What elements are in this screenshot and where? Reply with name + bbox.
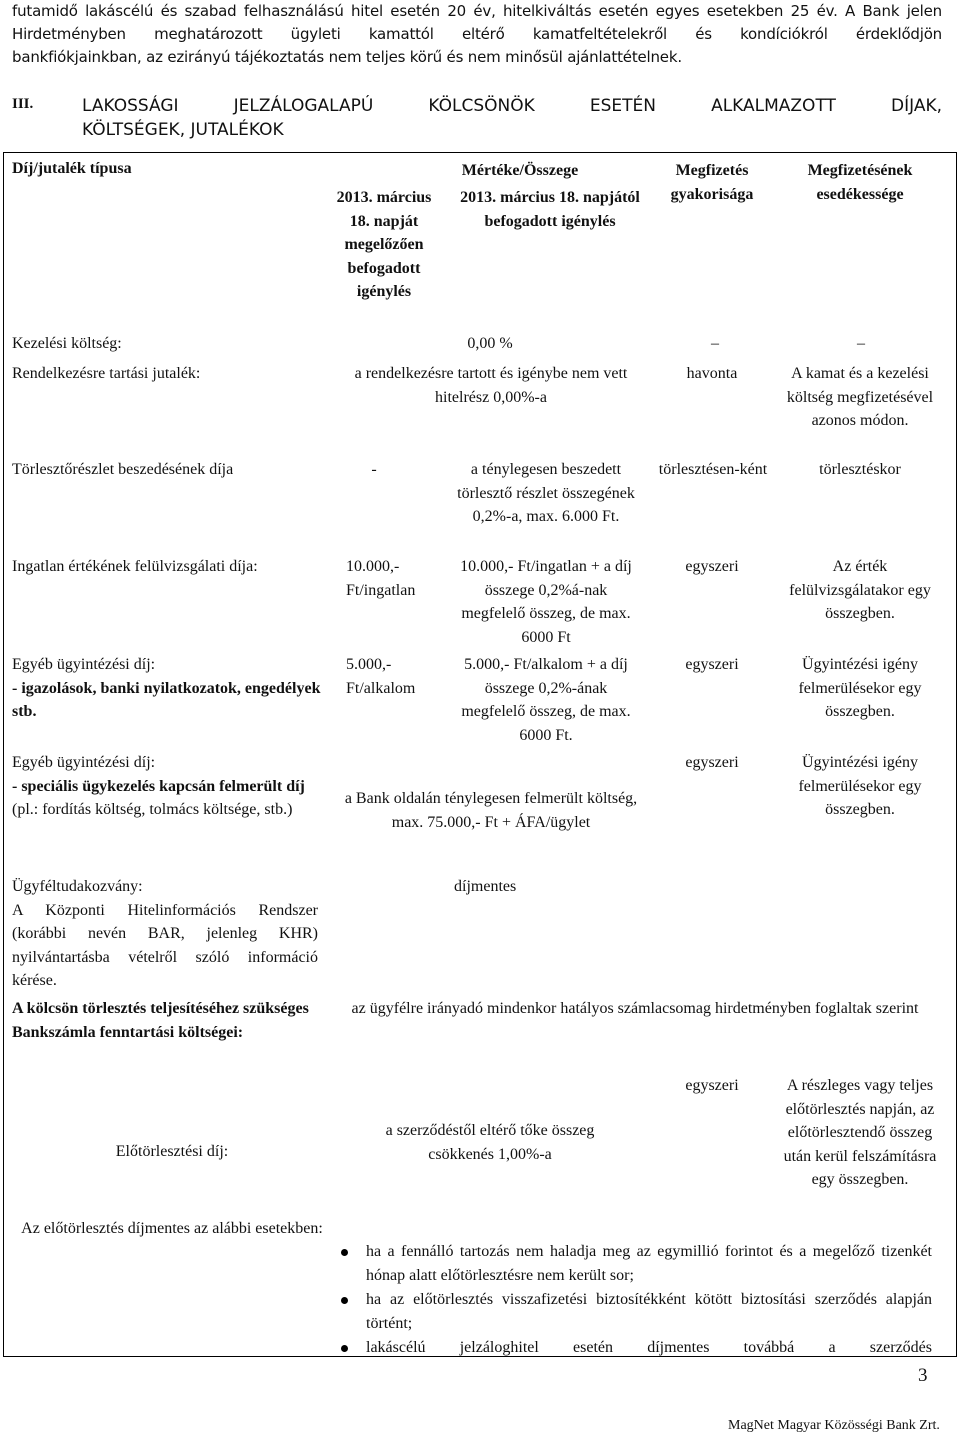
- row-exempt-label: Az előtörlesztés díjmentes az alábbi esetekben:: [21, 1220, 323, 1237]
- row-prepayment-amount: a szerződéstől eltérő tőke összeg csökkenés 1,00%-a: [385, 1122, 595, 1163]
- header-after: 2013. március 18. napjától befogadott igénylés: [460, 189, 640, 230]
- row-admin2-label: [12, 751, 322, 822]
- row-commitment-frequency: havonta: [686, 365, 738, 382]
- row-handling-due: –: [857, 335, 865, 352]
- row-valuation-frequency: egyszeri: [685, 558, 739, 575]
- row-admin1-before: 5.000,- Ft/alkalom: [346, 656, 416, 697]
- intro-line: bankfiókjainkban, az ezirányú tájékoztatás nem teljes körű és nem minősül ajánlattételnek.: [12, 48, 682, 66]
- row-admin2-frequency: egyszeri: [685, 754, 739, 771]
- intro-line: futamidő lakáscélú és szabad felhasználású hitel esetén 20 év, hitelkiváltás esetén egyes esetekben 25 év. A Bank jelen: [12, 2, 942, 20]
- header-before: 2013. március 18. napját megelőzően befogadott igénylés: [336, 189, 432, 300]
- section-title-line: LAKOSSÁGI JELZÁLOGALAPÚ KÖLCSÖNÖK ESETÉN ALKALMAZOTT DÍJAK,: [82, 96, 942, 116]
- bullet-icon: [340, 1344, 350, 1354]
- intro-paragraph: [12, 0, 942, 69]
- header-amount: Mértéke/Összege: [461, 162, 579, 179]
- row-valuation-before: 10.000,- Ft/ingatlan: [346, 558, 416, 599]
- section-title-line: KÖLTSÉGEK, JUTALÉKOK: [82, 120, 284, 140]
- row-handling-frequency: –: [711, 335, 719, 352]
- exempt-item: lakáscélú jelzáloghitel esetén díjmentes továbbá a szerződés: [366, 1339, 932, 1356]
- row-admin1-label-detail: - igazolások, banki nyilatkozatok, engedélyek stb.: [12, 679, 321, 720]
- row-admin2-label-detail: - speciális ügykezelés kapcsán felmerült díj: [12, 777, 305, 795]
- row-installment-frequency: törlesztésen-ként: [658, 461, 768, 478]
- row-admin1-label: [12, 653, 332, 724]
- row-admin1-after: 5.000,- Ft/alkalom + a díj összege 0,2%-ának megfelelő összeg, de max. 6000 Ft.: [461, 656, 631, 744]
- row-installment-before: -: [371, 461, 377, 478]
- row-inquiry-label: [12, 875, 318, 993]
- row-prepayment-frequency: egyszeri: [685, 1077, 739, 1094]
- row-commitment-label: Rendelkezésre tartási jutalék:: [12, 365, 201, 382]
- row-admin2-due: Ügyintézési igény felmerülésekor egy összegben.: [798, 754, 922, 818]
- row-handling-amount: 0,00 %: [467, 335, 513, 352]
- row-admin2-amount: a Bank oldalán ténylegesen felmerült költség, max. 75.000,- Ft + ÁFA/ügylet: [344, 790, 638, 831]
- exempt-item: ha az előtörlesztés visszafizetési biztosítékként kötött biztosítási szerződés alapján történt;: [366, 1291, 932, 1332]
- row-installment-due: törlesztéskor: [819, 461, 901, 478]
- row-valuation-due: Az érték felülvizsgálatakor egy összegben.: [789, 558, 931, 622]
- exempt-item: ha a fennálló tartozás nem haladja meg az egymillió forintot és a megelőző tizenkét hónap alatt előtörlesztésre nem került sor;: [366, 1243, 932, 1284]
- header-due: Megfizetésének esedékessége: [807, 162, 913, 203]
- row-inquiry-label-title: Ügyféltudakozvány:: [12, 878, 143, 895]
- page-number: 3: [918, 1365, 928, 1386]
- header-type: Díj/jutalék típusa: [12, 160, 132, 177]
- row-inquiry-label-detail: A Központi Hitelinformációs Rendszer (korábbi nevén BAR, jelenleg KHR) nyilvántartásba vételről szóló információ kérése.: [12, 901, 318, 989]
- row-valuation-after: 10.000,- Ft/ingatlan + a díj összege 0,2%á-nak megfelelő összeg, de max. 6000 Ft: [460, 558, 632, 646]
- row-account-amount: az ügyfélre irányadó mindenkor hatályos számlacsomag hirdetményben foglaltak szerint: [351, 1000, 919, 1017]
- row-installment-after: a ténylegesen beszedett törlesztő részlet összegének 0,2%-a, max. 6.000 Ft.: [457, 461, 635, 525]
- row-admin2-label-title: Egyéb ügyintézési díj:: [12, 754, 156, 771]
- intro-line: Hirdetményben meghatározott ügyleti kamattól eltérő kamatfeltételekről és kondíciókról érdeklődjön: [12, 25, 942, 43]
- header-frequency: Megfizetés gyakorisága: [670, 162, 754, 203]
- row-commitment-due: A kamat és a kezelési költség megfizetésével azonos módon.: [786, 365, 934, 429]
- footer-bank-name: MagNet Magyar Közösségi Bank Zrt.: [728, 1418, 940, 1433]
- row-handling-label: Kezelési költség:: [12, 335, 122, 352]
- bullet-icon: [340, 1248, 350, 1258]
- row-prepayment-label: Előtörlesztési díj:: [115, 1143, 229, 1160]
- row-account-label: A kölcsön törlesztés teljesítéséhez szükséges Bankszámla fenntartási költségei:: [12, 1000, 309, 1041]
- row-installment-label: Törlesztőrészlet beszedésének díja: [12, 461, 234, 478]
- section-number: III.: [12, 96, 34, 112]
- row-inquiry-amount: díjmentes: [454, 878, 517, 895]
- bullet-icon: [340, 1296, 350, 1306]
- row-admin1-due: Ügyintézési igény felmerülésekor egy összegben.: [798, 656, 922, 720]
- section-title: [82, 94, 942, 142]
- row-commitment-amount: a rendelkezésre tartott és igénybe nem vett hitelrész 0,00%-a: [354, 365, 628, 406]
- row-admin2-label-example: (pl.: fordítás költség, tolmács költsége, stb.): [12, 801, 293, 818]
- row-prepayment-due: A részleges vagy teljes előtörlesztés napján, az előtörlesztendő összeg után kerül felszámításra egy összegben.: [783, 1077, 937, 1188]
- row-valuation-label: Ingatlan értékének felülvizsgálati díja:: [12, 558, 258, 575]
- row-admin1-label-title: Egyéb ügyintézési díj:: [12, 656, 156, 673]
- row-admin1-frequency: egyszeri: [685, 656, 739, 673]
